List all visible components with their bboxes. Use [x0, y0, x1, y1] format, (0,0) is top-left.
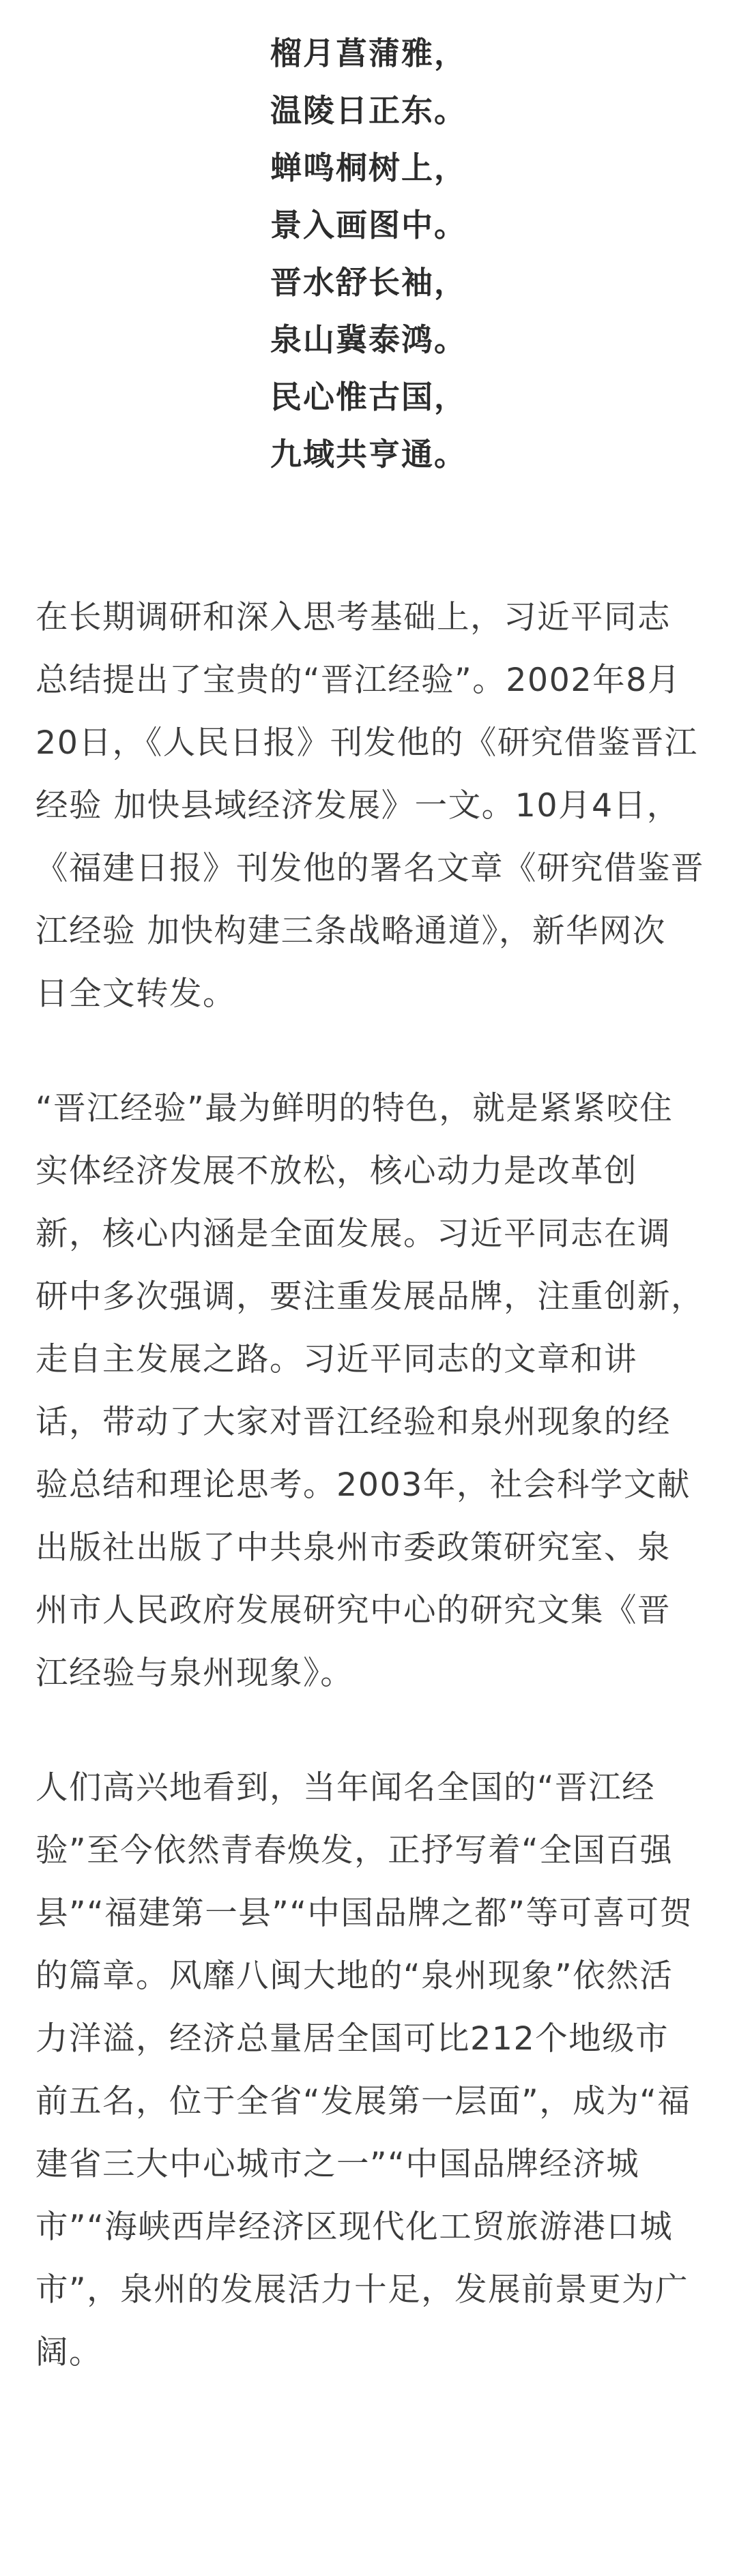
paragraph-jinjiang-experience-features	[35, 1078, 718, 1705]
poem-line: 九域共亨通。	[270, 436, 467, 473]
poem-line: 晋水舒长袖，	[270, 264, 467, 301]
paragraph-jinjiang-experience-origin	[35, 587, 718, 1026]
paragraph-line: 实体经济发展不放松，核心动力是改革创	[35, 1153, 637, 1190]
article-body	[35, 587, 718, 2436]
paragraph-line: 经验 加快县域经济发展》一文。10月4日，	[35, 787, 680, 825]
poem-line: 榴月菖蒲雅，	[270, 35, 467, 72]
poem-line: 景入画图中。	[270, 207, 467, 243]
paragraph-line: 的篇章。风靡八闽大地的“泉州现象”依然活	[35, 1957, 674, 1995]
paragraph-line: 人们高兴地看到，当年闻名全国的“晋江经	[35, 1769, 656, 1807]
paragraph-line: 州市人民政府发展研究中心的研究文集《晋	[35, 1592, 671, 1629]
paragraph-line: 验总结和理论思考。2003年，社会科学文献	[35, 1466, 691, 1504]
paragraph-line: 市”，泉州的发展活力十足，发展前景更为广	[35, 2271, 689, 2309]
paragraph-line: 新，核心内涵是全面发展。习近平同志在调	[35, 1215, 671, 1253]
paragraph-line: 出版社出版了中共泉州市委政策研究室、泉	[35, 1529, 671, 1567]
paragraph-line: 县”“福建第一县”“中国品牌之都”等可喜可贺	[35, 1895, 693, 1932]
paragraph-line: 总结提出了宝贵的“晋江经验”。2002年8月	[35, 662, 681, 699]
poem-line: 温陵日正东。	[270, 92, 467, 129]
paragraph-line: 日全文转发。	[35, 975, 236, 1013]
paragraph-quanzhou-phenomenon	[35, 1757, 718, 2384]
paragraph-line: 20日，《人民日报》刊发他的《研究借鉴晋江	[35, 724, 698, 762]
paragraph-line: 江经验与泉州现象》。	[35, 1655, 354, 1692]
poem-line: 民心惟古国，	[270, 379, 467, 415]
poem	[0, 25, 737, 483]
paragraph-line: 力洋溢，经济总量居全国可比212个地级市	[35, 2020, 669, 2058]
poem-line: 蝉鸣桐树上，	[270, 149, 467, 186]
paragraph-line: 研中多次强调，要注重发展品牌，注重创新，	[35, 1278, 704, 1316]
poem-line: 泉山冀泰鸿。	[270, 321, 467, 358]
paragraph-line: 走自主发展之路。习近平同志的文章和讲	[35, 1341, 637, 1378]
paragraph-line: 前五名，位于全省“发展第一层面”，成为“福	[35, 2083, 691, 2120]
paragraph-line: 阔。	[35, 2334, 102, 2371]
paragraph-line: 《福建日报》刊发他的署名文章《研究借鉴晋	[35, 850, 704, 887]
paragraph-line: “晋江经验”最为鲜明的特色，就是紧紧咬住	[35, 1090, 674, 1127]
paragraph-line: 江经验 加快构建三条战略通道》，新华网次	[35, 913, 666, 950]
paragraph-line: 验”至今依然青春焕发，正抒写着“全国百强	[35, 1832, 674, 1869]
paragraph-line: 建省三大中心城市之一”“中国品牌经济城	[35, 2146, 640, 2183]
paragraph-line: 在长期调研和深入思考基础上，习近平同志	[35, 599, 671, 636]
paragraph-line: 话，带动了大家对晋江经验和泉州现象的经	[35, 1404, 671, 1441]
paragraph-line: 市”“海峡西岸经济区现代化工贸旅游港口城	[35, 2208, 674, 2246]
